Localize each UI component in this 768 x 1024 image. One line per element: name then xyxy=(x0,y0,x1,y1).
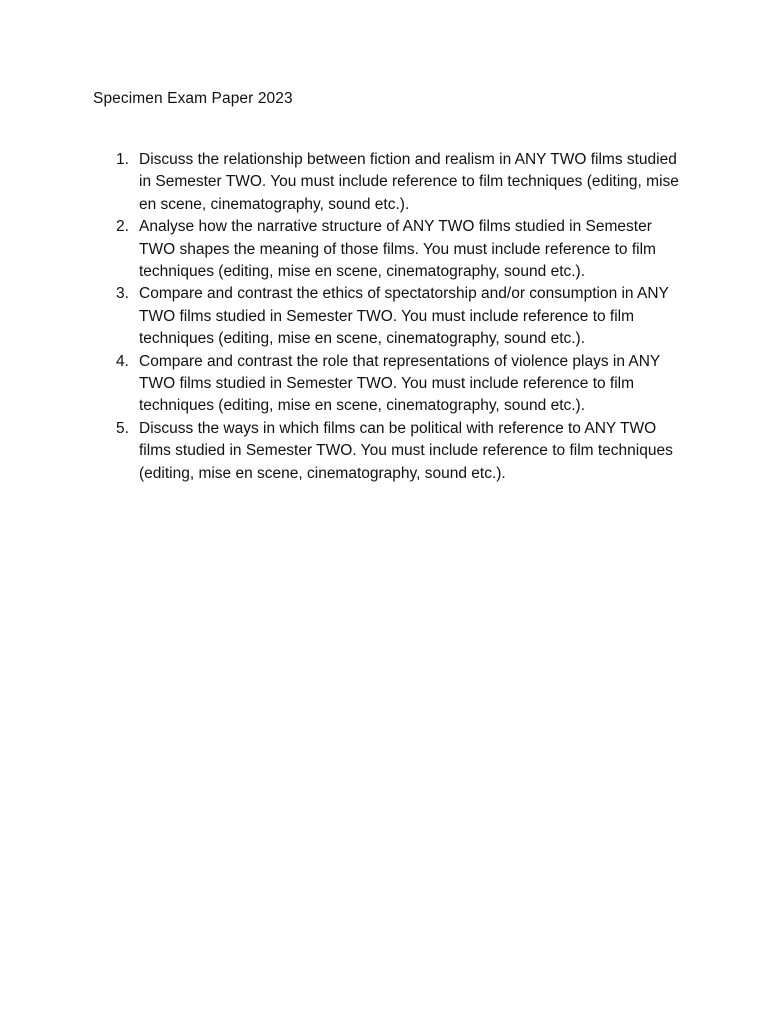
question-text: Discuss the relationship between fiction and realism in ANY TWO films studied in Semester TWO. You must include reference to film techniques (editing, mise en scene, cinematography, sound etc.). xyxy=(139,151,679,213)
question-item-5 xyxy=(116,418,684,485)
question-list xyxy=(116,149,684,485)
question-item-2 xyxy=(116,216,684,283)
question-item-3 xyxy=(116,283,684,350)
question-number: 3. xyxy=(116,285,129,303)
question-number: 4. xyxy=(116,352,129,370)
question-text: Compare and contrast the role that representations of violence plays in ANY TWO films studied in Semester TWO. You must include reference to film techniques (editing, mise en scene, cinematography, sound etc.). xyxy=(139,352,660,415)
question-item-4 xyxy=(116,351,684,418)
question-number: 2. xyxy=(116,218,129,236)
question-number: 1. xyxy=(116,151,129,168)
question-text: Discuss the ways in which films can be political with reference to ANY TWO films studied in Semester TWO. You must include reference to film techniques (editing, mise en scene, cinematography, sound etc.). xyxy=(139,419,673,482)
question-text: Analyse how the narrative structure of ANY TWO films studied in Semester TWO shapes the meaning of those films. You must include reference to film techniques (editing, mise en scene, cinematography, sound etc.). xyxy=(139,218,656,281)
document-title: Specimen Exam Paper 2023 xyxy=(93,90,293,107)
question-number: 5. xyxy=(116,419,129,437)
question-item-1 xyxy=(116,149,684,216)
question-text: Compare and contrast the ethics of spectatorship and/or consumption in ANY TWO films studied in Semester TWO. You must include reference to film techniques (editing, mise en scene, cinematography, sound etc.). xyxy=(139,285,669,348)
